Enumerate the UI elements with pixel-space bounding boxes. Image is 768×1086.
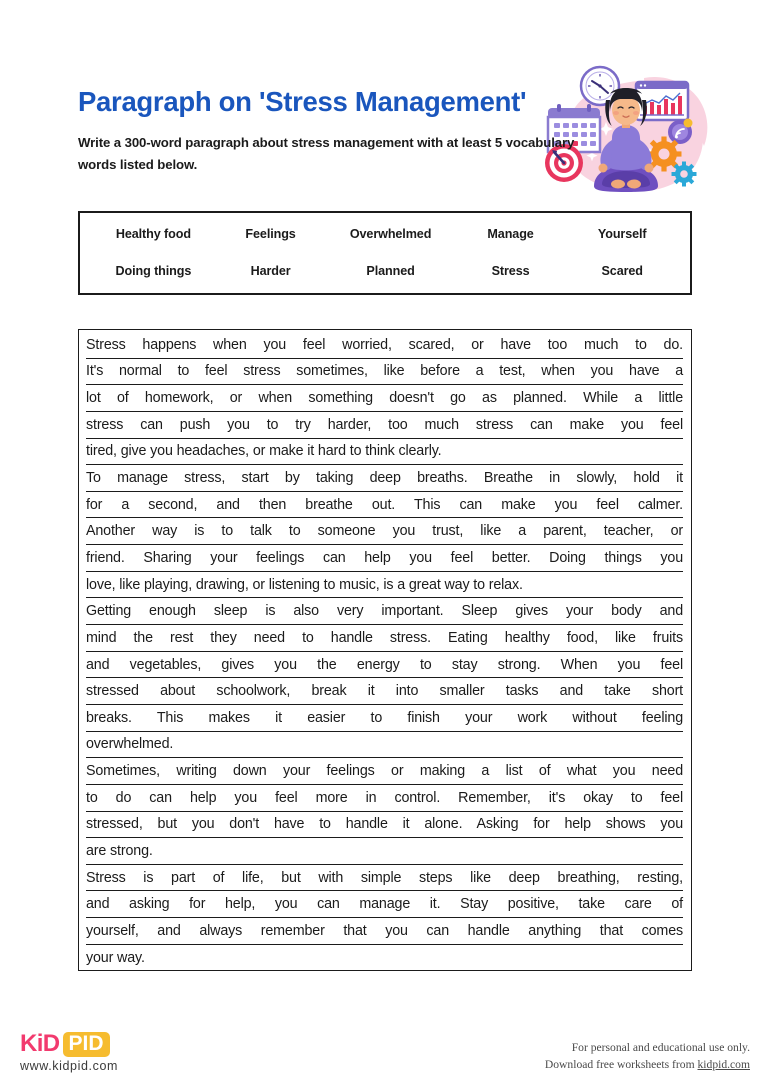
vocabulary-box — [78, 211, 692, 295]
vocabulary-grid — [80, 213, 690, 293]
logo-wordmark — [20, 1031, 165, 1057]
text-line — [86, 545, 683, 572]
text-line — [86, 572, 683, 599]
vocabulary-word: Scared — [601, 263, 643, 278]
footer-note-prefix: Download free worksheets from — [544, 1057, 698, 1071]
text-line — [86, 439, 683, 466]
kidpid-logo — [20, 1031, 165, 1073]
blue-gear-icon — [672, 162, 697, 187]
text-line — [86, 412, 683, 439]
text-line — [86, 945, 683, 972]
vocabulary-word: Doing things — [115, 263, 192, 278]
vocabulary-word: Stress — [491, 263, 530, 278]
text-line-content: breaks. This makes it easier to finish your work without feeling — [86, 709, 683, 726]
text-line-content: Stress is part of life, but with simple steps like deep breathing, resting, — [86, 869, 683, 886]
text-line — [86, 598, 683, 625]
text-line-content: Getting enough sleep is also very important. Sleep gives your body and — [86, 603, 683, 620]
text-line-content: stressed, but you don't have to handle it alone. Asking for help shows you — [86, 816, 683, 833]
text-line-content: lot of homework, or when something doesn't go as planned. While a little — [86, 390, 683, 407]
text-line — [86, 518, 683, 545]
text-line — [86, 812, 683, 839]
paragraph-block — [86, 758, 683, 865]
paragraph-answer-box[interactable] — [78, 329, 692, 971]
text-line — [86, 705, 683, 732]
paragraph-block — [86, 865, 683, 972]
logo-kid-text: KiD — [20, 1030, 60, 1057]
text-line-content: to do can help you feel more in control. Remember, it's okay to feel — [86, 789, 683, 806]
logo-pid-text: PID — [68, 1031, 104, 1055]
text-line-content: To manage stress, start by taking deep breaths. Breathe in slowly, hold it — [86, 470, 683, 487]
logo-pid-badge — [63, 1032, 110, 1057]
paragraph-block — [86, 465, 683, 598]
text-line — [86, 359, 683, 386]
text-line — [86, 465, 683, 492]
vocabulary-word: Overwhelmed — [349, 226, 432, 241]
text-line — [86, 385, 683, 412]
text-line — [86, 758, 683, 785]
text-line-content: and asking for help, you can manage it. Stay positive, take care of — [86, 896, 683, 913]
text-line-content: Sometimes, writing down your feelings or making a list of what you need — [86, 763, 683, 780]
text-line-content: stressed about schoolwork, break it into smaller tasks and take short — [86, 683, 683, 700]
text-line-content: for a second, and then breathe out. This can make you feel calmer. — [86, 496, 683, 513]
text-line-content: overwhelmed. — [86, 736, 174, 753]
text-line-content: It's normal to feel stress sometimes, like before a test, when you have a — [86, 363, 683, 380]
text-line — [86, 625, 683, 652]
vocabulary-word: Manage — [487, 226, 534, 241]
vocabulary-word: Feelings — [245, 226, 296, 241]
text-line-content: yourself, and always remember that you can handle anything that comes — [86, 922, 683, 939]
text-line-content: Stress happens when you feel worried, scared, or have too much to do. — [86, 336, 683, 353]
text-line — [86, 891, 683, 918]
vocabulary-word: Yourself — [597, 226, 647, 241]
paragraph-block — [86, 598, 683, 758]
text-line — [86, 332, 683, 359]
text-line — [86, 652, 683, 679]
kidpid-link[interactable]: kidpid.com — [697, 1057, 750, 1071]
paragraph-block — [86, 332, 683, 465]
text-line — [86, 678, 683, 705]
text-line-content: friend. Sharing your feelings can help you feel better. Doing things you — [86, 549, 683, 566]
page-title: Paragraph on 'Stress Management' — [78, 86, 527, 117]
vocabulary-word: Harder — [250, 263, 291, 278]
text-line-content: and vegetables, gives you the energy to stay strong. When you feel — [86, 656, 683, 673]
text-line-content: love, like playing, drawing, or listening to music, is a great way to relax. — [86, 576, 523, 593]
text-line — [86, 838, 683, 865]
text-line — [86, 732, 683, 759]
text-line — [86, 918, 683, 945]
text-line — [86, 785, 683, 812]
text-line — [86, 865, 683, 892]
logo-website-url: www.kidpid.com — [20, 1059, 119, 1073]
vocabulary-word: Healthy food — [115, 226, 191, 241]
footer-note-line-2 — [420, 1057, 750, 1074]
vocabulary-word: Planned — [366, 263, 415, 278]
text-line-content: your way. — [86, 949, 145, 966]
text-line-content: Another way is to talk to someone you trust, like a parent, teacher, or — [86, 523, 683, 540]
footer-note-line-1: For personal and educational use only. — [571, 1041, 750, 1054]
page-instructions: Write a 300-word paragraph about stress management with at least 5 vocabulary words listed below. — [78, 135, 575, 172]
footer-usage-note — [420, 1040, 750, 1073]
worksheet-header — [78, 60, 694, 195]
text-line-content: mind the rest they need to handle stress. Eating healthy food, like fruits — [86, 629, 683, 646]
text-line-content: tired, give you headaches, or make it hard to think clearly. — [86, 443, 442, 460]
text-line — [86, 492, 683, 519]
text-line-content: stress can push you to try harder, too much stress can make you feel — [86, 416, 683, 433]
text-line-content: are strong. — [86, 842, 153, 859]
